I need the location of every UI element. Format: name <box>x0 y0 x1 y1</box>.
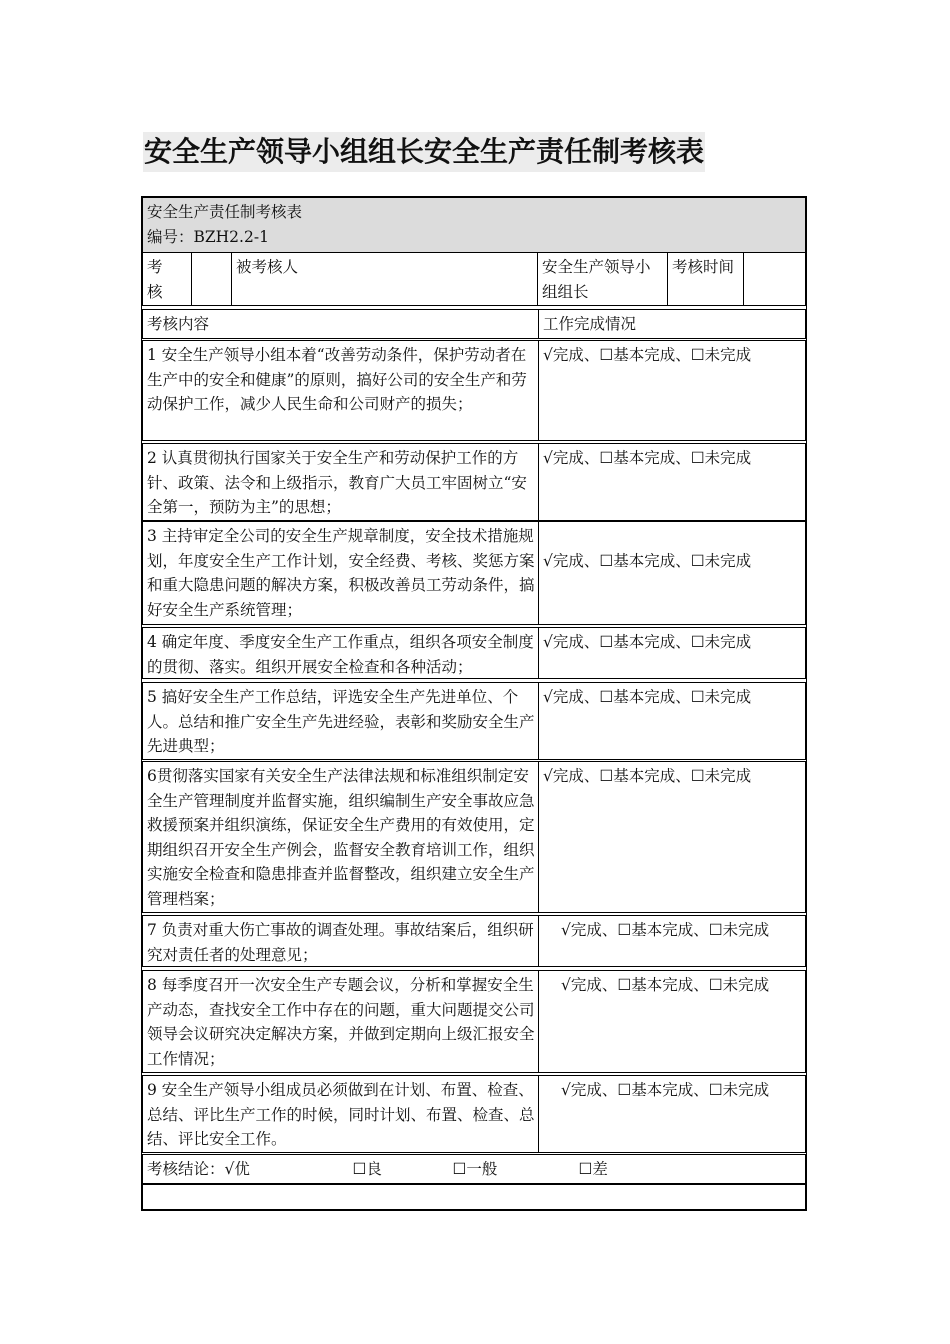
conclusion-row <box>142 1154 806 1184</box>
assessment-time-field[interactable] <box>743 252 806 306</box>
option-excellent[interactable]: √优 <box>224 1160 250 1178</box>
assessee-label: 被考核人 <box>231 252 538 306</box>
completion-status-2[interactable]: √完成、☐基本完成、☐未完成 <box>538 443 806 521</box>
status-column-header: 工作完成情况 <box>538 309 806 339</box>
assessment-item-4: 4 确定年度、季度安全生产工作重点，组织各项安全制度的贯彻、落实。组织开展安全检查和各种活动； <box>142 627 539 679</box>
form-code: 编号：BZH2.2-1 <box>147 227 269 246</box>
completion-status-7[interactable]: √完成、☐基本完成、☐未完成 <box>538 915 806 967</box>
completion-status-6[interactable]: √完成、☐基本完成、☐未完成 <box>538 761 806 913</box>
option-poor[interactable]: ☐差 <box>578 1160 608 1178</box>
assessment-item-6: 6贯彻落实国家有关安全生产法律法规和标准组织制定安全生产管理制度并监督实施，组织编制生产安全事故应急救援预案并组织演练，保证安全生产费用的有效使用，定期组织召开安全生产例会，监督安全教育培训工作，组织实施安全检查和隐患排查并监督整改，组织建立安全生产管理档案； <box>142 761 539 913</box>
completion-status-8[interactable]: √完成、☐基本完成、☐未完成 <box>538 970 806 1073</box>
assessment-time-label: 考核时间 <box>667 252 744 306</box>
completion-status-4[interactable]: √完成、☐基本完成、☐未完成 <box>538 627 806 679</box>
assessment-table <box>141 196 807 1211</box>
completion-status-9[interactable]: √完成、☐基本完成、☐未完成 <box>538 1075 806 1153</box>
assessment-item-5: 5 搞好安全生产工作总结，评选安全生产先进单位、个人。总结和推广安全生产先进经验，表彰和奖励安全生产先进典型； <box>142 682 539 760</box>
completion-status-1[interactable]: √完成、☐基本完成、☐未完成 <box>538 340 806 441</box>
assessment-item-2: 2 认真贯彻执行国家关于安全生产和劳动保护工作的方针、政策、法令和上级指示，教育广大员工牢固树立“安全第一，预防为主”的思想； <box>142 443 539 521</box>
option-average[interactable]: ☐一般 <box>452 1160 498 1178</box>
assessment-item-3: 3 主持审定全公司的安全生产规章制度，安全技术措施规划，年度安全生产工作计划，安全经费、考核、奖惩方案和重大隐患问题的解决方案，积极改善员工劳动条件，搞好安全生产系统管理； <box>142 521 539 625</box>
conclusion-label: 考核结论： <box>147 1160 225 1178</box>
document-title: 安全生产领导小组组长安全生产责任制考核表 <box>143 132 705 172</box>
option-good[interactable]: ☐良 <box>352 1160 382 1178</box>
assessment-item-1: 1 安全生产领导小组本着“改善劳动条件，保护劳动者在生产中的安全和健康”的原则，搞好公司的安全生产和劳动保护工作，减少人民生命和公司财产的损失； <box>142 340 539 441</box>
assessment-item-9: 9 安全生产领导小组成员必须做到在计划、布置、检查、总结、评比生产工作的时候，同时计划、布置、检查、总结、评比安全工作。 <box>142 1075 539 1153</box>
completion-status-5[interactable]: √完成、☐基本完成、☐未完成 <box>538 682 806 760</box>
form-header <box>142 197 806 253</box>
assessment-item-8: 8 每季度召开一次安全生产专题会议，分析和掌握安全生产动态，查找安全工作中存在的问题，重大问题提交公司领导会议研究决定解决方案，并做到定期向上级汇报安全工作情况； <box>142 970 539 1073</box>
content-column-header: 考核内容 <box>142 309 539 339</box>
assessment-item-7: 7 负责对重大伤亡事故的调查处理。事故结案后，组织研究对责任者的处理意见； <box>142 915 539 967</box>
conclusion-notes-field[interactable] <box>142 1184 806 1210</box>
assessee-field[interactable]: 安全生产领导小组组长 <box>537 252 668 306</box>
assessor-label: 考核 <box>142 252 192 306</box>
form-name: 安全生产责任制考核表 <box>147 203 303 221</box>
assessor-field[interactable] <box>191 252 232 306</box>
completion-status-3[interactable]: √完成、☐基本完成、☐未完成 <box>538 521 806 625</box>
